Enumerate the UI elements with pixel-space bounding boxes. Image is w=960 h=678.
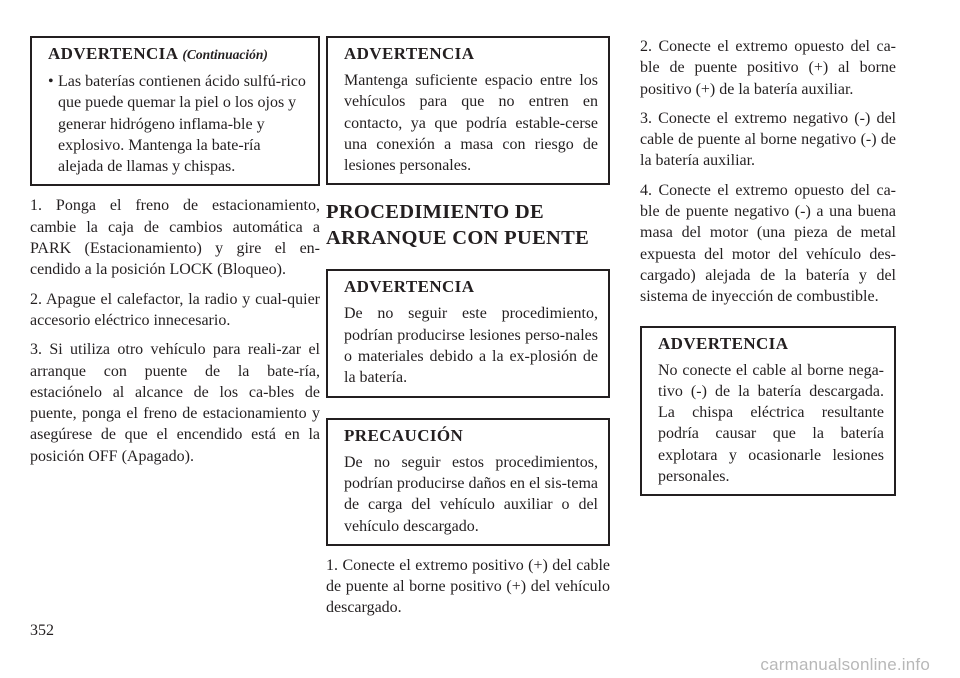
warning-title: ADVERTENCIA [344, 44, 475, 63]
caution-text: De no seguir estos procedimientos, podrían producirse daños en el sis-tema de carga del vehículo auxiliar o del vehículo descargado. [344, 453, 598, 535]
warning-text: De no seguir este procedimiento, podrían producirse lesiones perso-nales o materiales debido a la ex-plosión de la batería. [344, 305, 598, 387]
step-3: 3. Si utiliza otro vehículo para reali-zar el arranque con puente de la bate-ría, estaciónelo al alcance de los ca-bles de puente, ponga el freno de estacionamiento y asegúrese de que el encendido está en la posición OFF (Apagado). [30, 341, 320, 465]
warning-box-spacing [326, 36, 610, 185]
warning-box-negative-terminal [640, 326, 896, 497]
step-2: 2. Apague el calefactor, la radio y cual-quier accesorio eléctrico innecesario. [30, 290, 320, 329]
warning-title-text: ADVERTENCIA [48, 44, 179, 63]
step-2-connect-positive-aux: 2. Conecte el extremo opuesto del ca-ble de puente positivo (+) al borne positivo (+) de la batería auxiliar. [640, 38, 896, 98]
warning-text: No conecte el cable al borne nega-tivo (-) de la batería descargada. La chispa eléctrica resultante podría causar que la batería explotara y ocasionarle lesiones personales. [658, 361, 884, 486]
right-column [640, 36, 896, 496]
warning-text: Mantenga suficiente espacio entre los vehículos para que no entren en contacto, ya que podría estable-cerse una conexión a masa con riesgo de lesiones personales. [344, 72, 598, 175]
continuation-label: (Continuación) [182, 47, 268, 62]
caution-title: PRECAUCIÓN [344, 425, 464, 445]
warning-title: ADVERTENCIA [344, 277, 475, 297]
caution-box [326, 418, 610, 546]
left-column [30, 36, 320, 475]
warning-title: ADVERTENCIA [658, 333, 789, 353]
warning-box-continued [30, 36, 320, 186]
middle-column [326, 36, 610, 627]
warning-bullet-item [48, 71, 308, 177]
section-heading: PROCEDIMIENTO DE ARRANQUE CON PUENTE [326, 201, 590, 250]
step-3-connect-negative: 3. Conecte el extremo negativo (-) del cable de puente al borne negativo (-) de la batería auxiliar. [640, 109, 896, 170]
step-4-ground-connection: 4. Conecte el extremo opuesto del ca-ble de puente negativo (-) a una buena masa del motor (una pieza de metal expuesta del motor del vehículo des-cargado) alejada de la batería y del sistema de inyección de combustible. [640, 181, 896, 306]
bullet-icon: • [48, 73, 54, 90]
page-number: 352 [30, 622, 54, 639]
warning-bullet-text: Las baterías contienen ácido sulfú-rico que puede quemar la piel o los ojos y generar hidrógeno inflama-ble y explosivo. Mantenga la bate-ría alejada de llamas y chispas. [58, 73, 306, 176]
warning-box-procedure [326, 269, 610, 397]
step-1: 1. Ponga el freno de estacionamiento, cambie la caja de cambios automática a PARK (Estacionamiento) y gire el en-cendido a la posición LOCK (Bloqueo). [30, 197, 320, 279]
step-1-connect-positive: 1. Conecte el extremo positivo (+) del cable de puente al borne positivo (+) del vehículo descargado. [326, 556, 610, 617]
watermark: carmanualsonline.info [760, 655, 930, 674]
warning-title [48, 43, 308, 66]
